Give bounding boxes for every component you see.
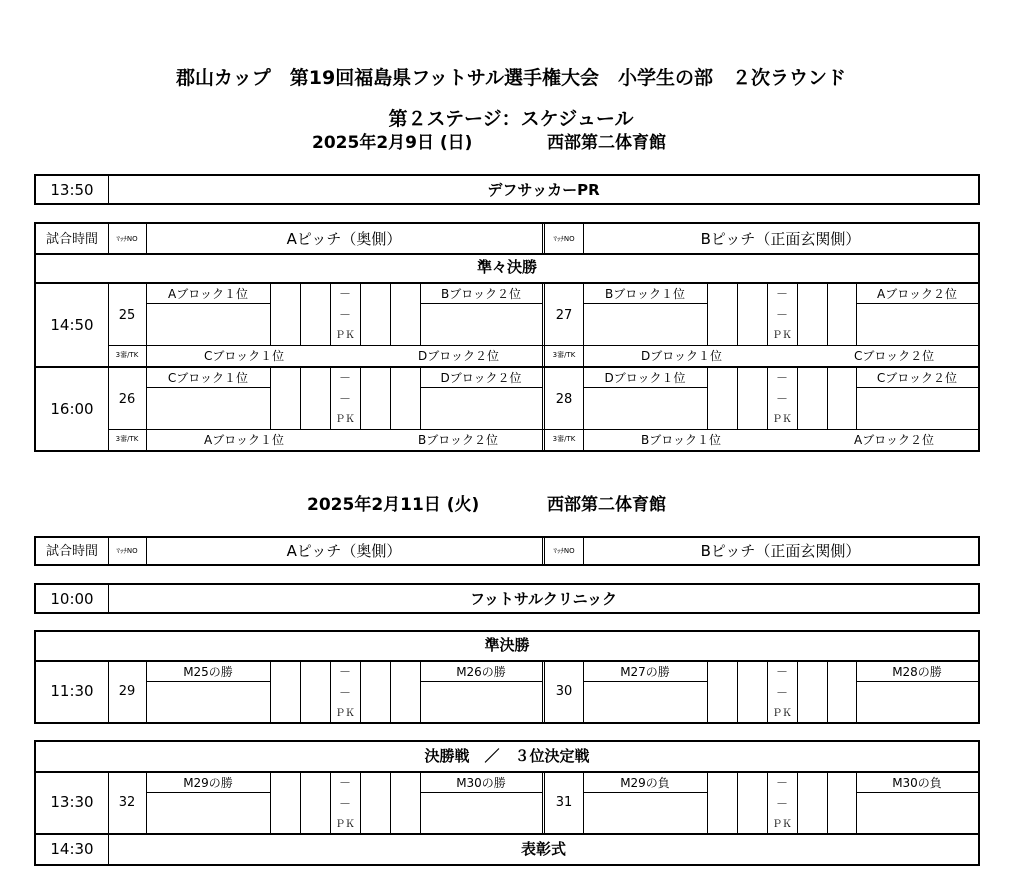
home-team: Cブロック１位 <box>167 371 249 385</box>
clinic-time: 10:00 <box>50 590 94 608</box>
score-dash: － <box>775 686 788 700</box>
match-number: 30 <box>555 684 573 699</box>
away-team: M26の勝 <box>456 665 506 679</box>
time-column-header: 試合時間 <box>45 232 98 247</box>
score-dash: － <box>338 776 351 790</box>
pitch-b-header: Bピッチ（正面玄関側） <box>700 230 861 248</box>
match-number: 31 <box>555 795 573 810</box>
referee-team-2: Aブロック２位 <box>854 433 934 447</box>
match-no-header: ﾏｯﾁNO <box>116 235 138 243</box>
page-subtitle: 第２ステージ：スケジュール <box>388 108 634 130</box>
day2-date-line <box>0 497 1022 519</box>
home-team: Aブロック１位 <box>168 287 248 301</box>
away-team: Cブロック２位 <box>876 371 958 385</box>
score-dash: － <box>775 797 788 811</box>
referee-label: 3審/TK <box>552 351 576 359</box>
stage-title: 決勝戦 ／ ３位決定戦 <box>424 747 590 765</box>
pk-label: ＰＫ <box>772 330 792 341</box>
match-row <box>36 662 978 722</box>
match-time: 11:30 <box>50 682 94 700</box>
home-team: Dブロック１位 <box>604 371 686 385</box>
time-column-header: 試合時間 <box>45 544 98 559</box>
score-dash: － <box>775 665 788 679</box>
pk-label: ＰＫ <box>772 414 792 425</box>
pk-label: ＰＫ <box>335 414 355 425</box>
match-no-header: ﾏｯﾁNO <box>116 547 138 555</box>
home-team: Bブロック１位 <box>605 287 685 301</box>
home-team: M25の勝 <box>183 665 233 679</box>
score-dash: － <box>775 371 788 385</box>
day2-venue: 西部第二体育館 <box>547 495 666 515</box>
match-number: 25 <box>118 308 136 323</box>
score-dash: － <box>775 308 788 322</box>
final-table <box>34 740 980 866</box>
day2-date: 2025年2月11日 (火) <box>307 495 480 515</box>
referee-team-1: Bブロック１位 <box>641 433 721 447</box>
match-row <box>36 284 978 366</box>
referee-team-2: Dブロック２位 <box>418 349 500 363</box>
score-dash: － <box>338 287 351 301</box>
away-team: M30の負 <box>892 776 942 790</box>
stage-title: 準々決勝 <box>476 258 537 276</box>
clinic-name: フットサルクリニック <box>469 590 617 608</box>
pk-label: ＰＫ <box>335 330 355 341</box>
score-dash: － <box>338 797 351 811</box>
score-dash: － <box>775 287 788 301</box>
pitch-a-header: Aピッチ（奥側） <box>286 230 402 248</box>
match-number: 32 <box>118 795 136 810</box>
referee-label: 3審/TK <box>115 351 139 359</box>
home-team: M27の勝 <box>620 665 670 679</box>
day1-date: 2025年2月9日 (日) <box>312 133 473 153</box>
score-dash: － <box>338 371 351 385</box>
day1-date-line <box>0 135 1022 157</box>
clinic-row <box>34 583 980 614</box>
referee-label: 3審/TK <box>552 435 576 443</box>
referee-label: 3審/TK <box>115 435 139 443</box>
ceremony-row <box>36 835 978 864</box>
match-row <box>36 773 978 833</box>
day1-event-row <box>34 174 980 205</box>
away-team: Bブロック２位 <box>441 287 521 301</box>
match-no-header: ﾏｯﾁNO <box>553 547 575 555</box>
day1-event-time: 13:50 <box>50 181 94 199</box>
home-team: M29の負 <box>620 776 670 790</box>
referee-team-1: Aブロック１位 <box>204 433 284 447</box>
away-team: Dブロック２位 <box>440 371 522 385</box>
day2-header-row <box>34 536 980 566</box>
match-number: 29 <box>118 684 136 699</box>
ceremony-time: 14:30 <box>50 840 94 858</box>
match-number: 27 <box>555 308 573 323</box>
pitch-b-header: Bピッチ（正面玄関側） <box>700 542 861 560</box>
match-no-header: ﾏｯﾁNO <box>553 235 575 243</box>
match-time: 13:30 <box>50 793 94 811</box>
match-number: 26 <box>118 392 136 407</box>
away-team: Aブロック２位 <box>877 287 957 301</box>
score-dash: － <box>338 392 351 406</box>
away-team: M28の勝 <box>892 665 942 679</box>
referee-team-1: Dブロック１位 <box>641 349 723 363</box>
match-time: 16:00 <box>50 400 94 418</box>
referee-team-1: Cブロック１位 <box>204 349 285 363</box>
page-title: 郡山カップ 第19回福島県フットサル選手権大会 小学生の部 ２次ラウンド <box>176 67 846 89</box>
score-dash: － <box>775 776 788 790</box>
pk-label: ＰＫ <box>335 708 355 719</box>
day1-venue: 西部第二体育館 <box>547 133 666 153</box>
pitch-a-header: Aピッチ（奥側） <box>286 542 402 560</box>
match-number: 28 <box>555 392 573 407</box>
stage-title: 準決勝 <box>484 636 530 654</box>
match-time: 14:50 <box>50 316 94 334</box>
day1-event-name: デフサッカーPR <box>487 181 600 199</box>
pk-label: ＰＫ <box>772 819 792 830</box>
pk-label: ＰＫ <box>772 708 792 719</box>
score-dash: － <box>338 308 351 322</box>
pk-label: ＰＫ <box>335 819 355 830</box>
referee-team-2: Bブロック２位 <box>418 433 498 447</box>
home-team: M29の勝 <box>183 776 233 790</box>
away-team: M30の勝 <box>456 776 506 790</box>
semifinal-table <box>34 630 980 724</box>
score-dash: － <box>338 686 351 700</box>
ceremony-name: 表彰式 <box>520 840 566 858</box>
score-dash: － <box>775 392 788 406</box>
day1-quarterfinal-table <box>34 222 980 452</box>
referee-team-2: Cブロック２位 <box>854 349 935 363</box>
score-dash: － <box>338 665 351 679</box>
match-row <box>36 368 978 450</box>
